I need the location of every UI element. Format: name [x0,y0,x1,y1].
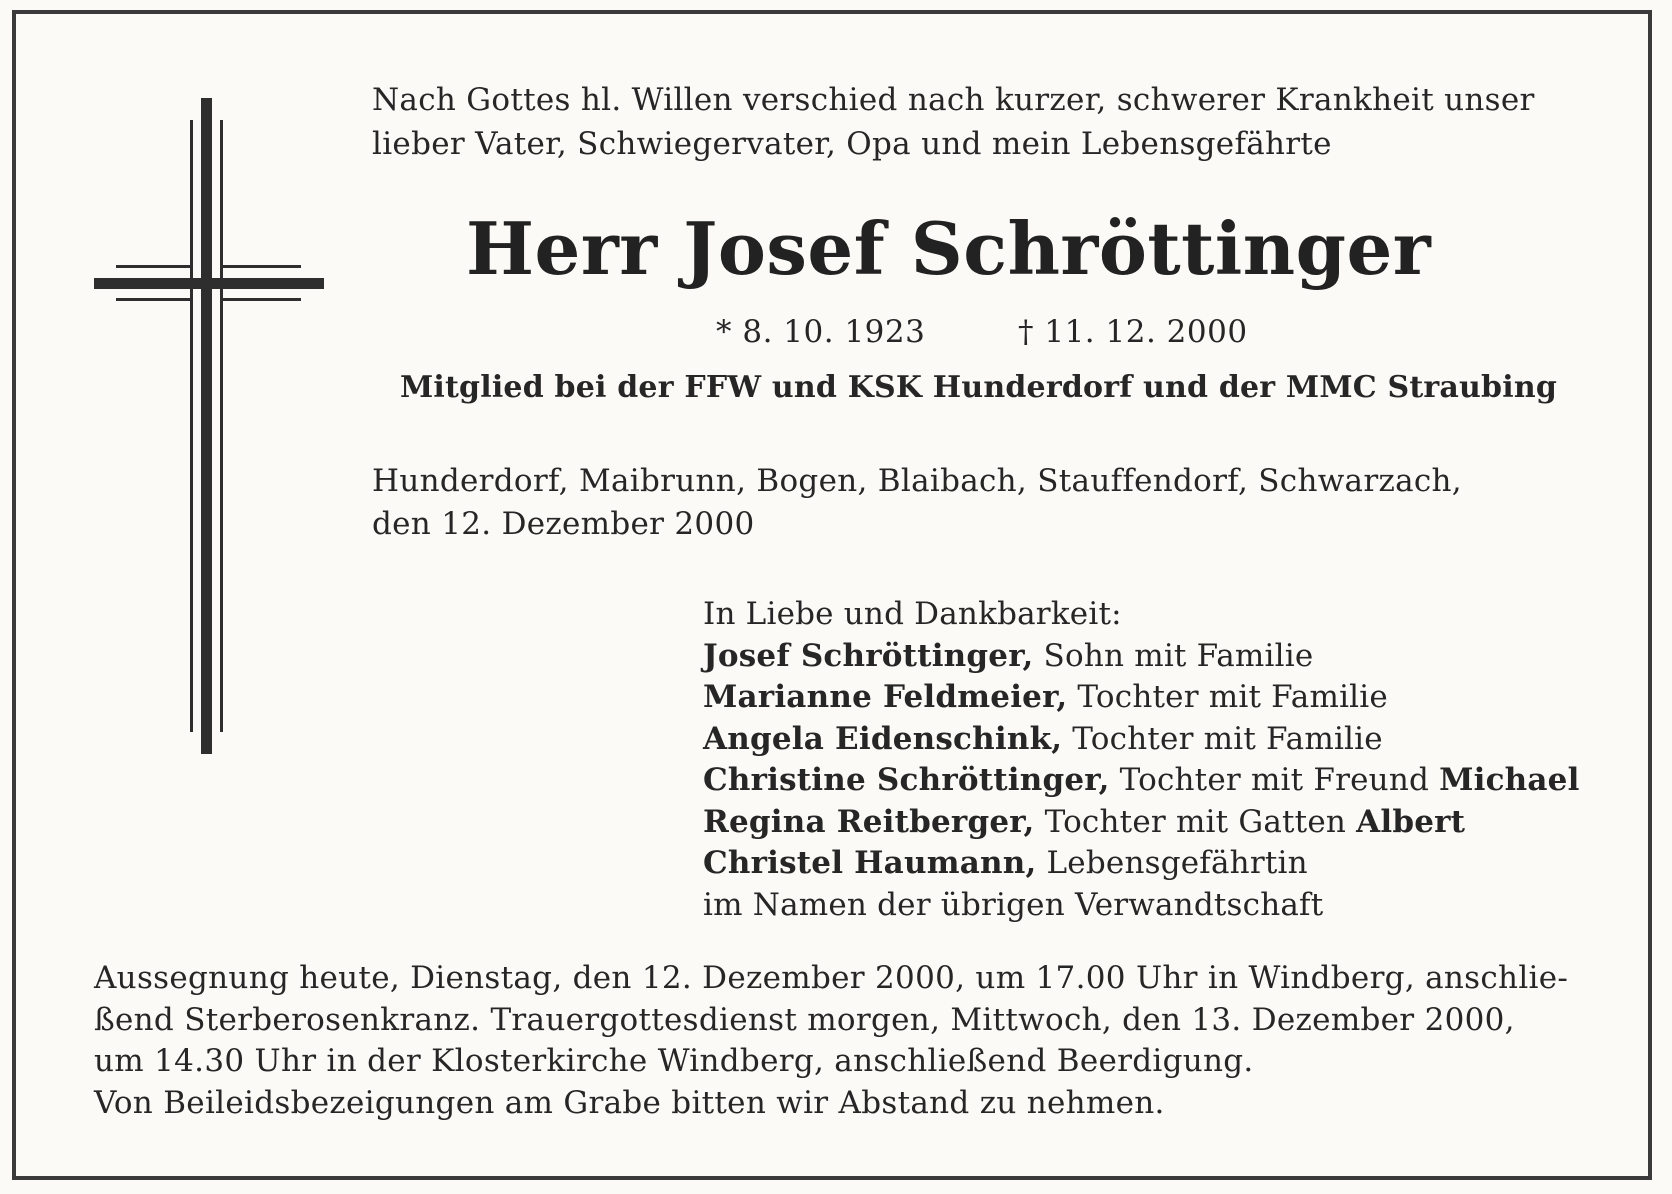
list-item [703,760,1580,802]
mourner-partner: Albert [1356,803,1466,840]
list-item [703,677,1580,719]
mourner-name: Regina Reitberger, [703,803,1035,840]
mourners-list [703,594,1580,926]
mourners-closing: im Namen der übrigen Verwandtschaft [703,886,1324,923]
mourner-relation: Sohn mit Familie [1033,637,1314,674]
birth-date: * 8. 10. 1923 [716,314,926,350]
notice-line-1: Aussegnung heute, Dienstag, den 12. Dezember 2000, um 17.00 Uhr in Windberg, anschlie- [94,960,1569,996]
place-line-2: den 12. Dezember 2000 [372,506,755,542]
mourner-partner: Michael [1439,762,1580,798]
membership-line: Mitglied bei der FFW und KSK Hunderdorf und der MMC Straubing [400,370,1558,405]
list-item [703,843,1580,885]
mourner-name: Josef Schröttinger, [703,637,1034,674]
list-item [703,719,1580,761]
list-item [703,802,1580,844]
death-date: † 11. 12. 2000 [1018,314,1248,350]
intro-text [372,78,1602,166]
mourners-heading: In Liebe und Dankbarkeit: [703,596,1122,632]
intro-line-1: Nach Gottes hl. Willen verschied nach kurzer, schwerer Krankheit unser [372,82,1535,118]
mourner-name: Christel Haumann, [703,845,1037,881]
deceased-name: Herr Josef Schröttinger [466,206,1432,291]
mourner-relation: Tochter mit Familie [1067,679,1388,715]
mourner-relation: Tochter mit Gatten [1034,803,1357,840]
mourner-name: Marianne Feldmeier, [703,679,1068,715]
mourner-relation: Tochter mit Freund [1109,762,1440,798]
notice-line-4: Von Beileidsbezeigungen am Grabe bitten wir Abstand zu nehmen. [94,1084,1165,1121]
place-date [372,460,1462,546]
list-item [703,636,1580,678]
mourner-relation: Tochter mit Familie [1062,720,1383,757]
mourner-name: Angela Eidenschink, [703,720,1063,757]
place-line-1: Hunderdorf, Maibrunn, Bogen, Blaibach, Stauffendorf, Schwarzach, [372,463,1462,499]
funeral-notice [94,958,1594,1124]
notice-line-2: ßend Sterberosenkranz. Trauergottesdienst morgen, Mittwoch, den 13. Dezember 2000, [94,1001,1515,1038]
notice-line-3: um 14.30 Uhr in der Klosterkirche Windberg, anschließend Beerdigung. [94,1043,1254,1079]
mourner-name: Christine Schröttinger, [703,762,1110,798]
intro-line-2: lieber Vater, Schwiegervater, Opa und mein Lebensgefährte [372,126,1332,162]
mourner-relation: Lebensgefährtin [1036,845,1308,881]
